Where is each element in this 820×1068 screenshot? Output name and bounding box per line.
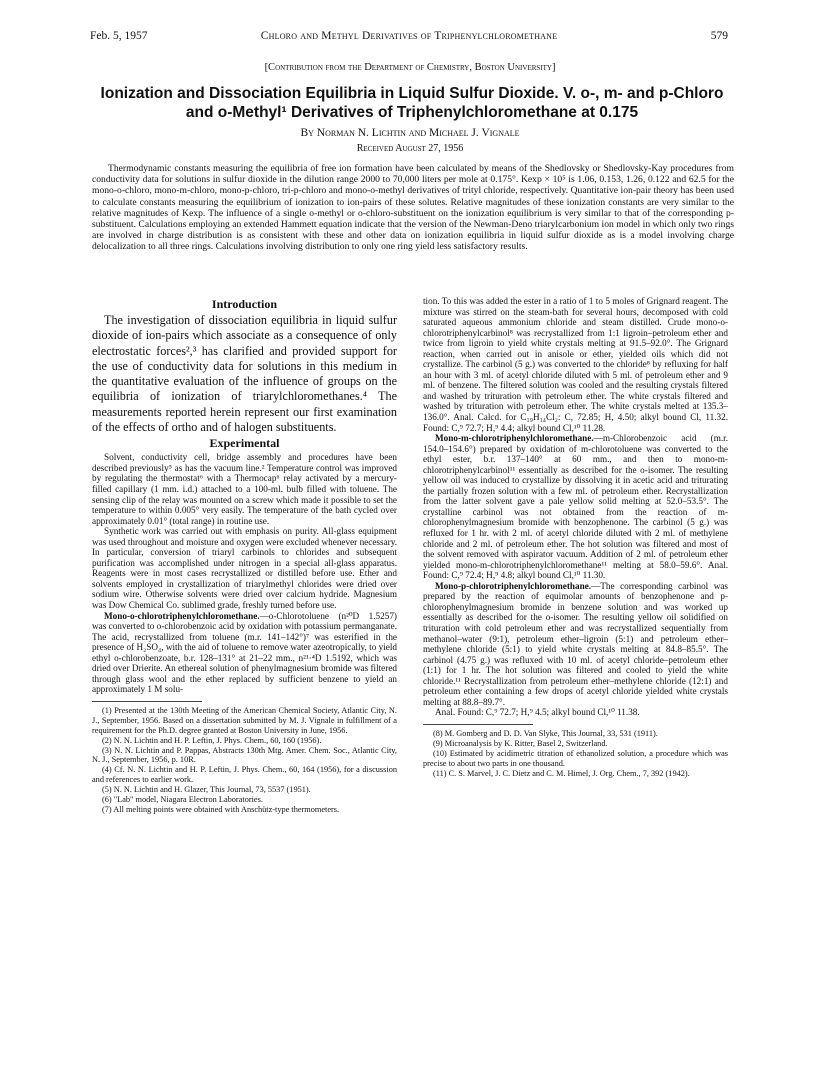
footnote-divider [423,724,533,725]
introduction-heading: Introduction [211,297,278,311]
compound-heading-para: Mono-p-chlorotriphenylchloromethane. [435,580,592,591]
analysis-line: Anal. Found: C,⁹ 72.7; H,⁹ 4.5; alkyl bound Cl,¹⁰ 11.38. [435,707,640,718]
compound-heading-ortho: Mono-o-chlorotriphenylchloromethane. [104,610,260,621]
experimental-paragraph-1: Solvent, conductivity cell, bridge assembly and procedures have been described previously⁵ as has the vacuum line.² Temperature control was improved by regulating the thermostat⁶ with a Thermocap⁶ relay activated by a mercury-filled capillary (1 mm. i.d.) attached to a 100-ml. bulb filled with toluene. The sensing clip of the relay was mounted on a screw which made it possible to set the temperature to within 0.005° very easily. The temperature of the bath cycled over approximately 0.01° (total range) in routine use. [92,452,397,526]
compound-text-ortho: —o-Chlorotoluene (n²⁰D 1.5257) was converted to o-chlorobenzoic acid by oxidation with potassium permanganate. The acid, recrystallized from toluene (m.r. 141–142°)⁷ was esterified in the presence of H₂SO₄, with the aid of toluene to remove water azeotropically, to yield ethyl o-chlorobenzoate, b.r. 128–131° at 21–22 mm., n²¹·⁴D 1.5192, which was dried over Drierite. An ethereal solution of phenylmagnesium bromide was filtered through glass wool and the ether replaced by sufficient benzene to yield an approximately 1 M solu- [92,610,397,695]
footnote: (5) N. N. Lichtin and H. Glazer, This Journal, 73, 5537 (1951). [102,785,311,795]
introduction-paragraph: The investigation of dissociation equilibria in liquid sulfur dioxide of ion-pairs which associate as a consequence of only electrostatic forces²,³ has clarified and provided support for the use of conductivity data for solutions in this medium in the quantitative evaluation of the influence of groups on the equilibria of ionization of triarylchloromethanes.⁴ The measurements reported herein represent our first examination of the effects of ortho and of halogen substituents. [92,313,397,435]
footnotes-right [423,729,728,779]
experimental-paragraph-2: Synthetic work was carried out with emphasis on purity. All-glass equipment was used throughout and moisture and oxygen were excluded whenever necessary. In particular, conversion of triaryl carbinols to chlorides and subsequent purification was accomplished under nitrogen in a special all-glass apparatus. Reagents were in most cases recrystallized or distilled before use. Ether and solvents employed in crystallization of triarylmethyl chlorides were dried over sodium wire. Otherwise solvents were dried over calcium hydride. Magnesium was Dow Chemical Co. sublimed grade, freshly turned before use. [92,526,397,611]
received-date: Received August 27, 1956 [356,143,464,154]
footnote: (2) N. N. Lichtin and H. P. Leftin, J. Phys. Chem., 60, 160 (1956). [102,735,322,745]
page-number: 579 [710,30,728,42]
compound-text-para: —The corresponding carbinol was prepared by the reaction of equimolar amounts of benzophenone and p-chlorophenylmagnesium bromide in benzene solution and was worked up essentially as described for the o-isomer. The resulting yellow oil solidified on trituration with cold petroleum ether and was recrystallized sequentially from methanol–water (9:1), petroleum ether–ligroin (5:1) and petroleum ether–methylene chloride (5:1) to yield white crystals melting at 84.8–85.5°. The carbinol (4.75 g.) was refluxed with 10 ml. of acetyl chloride–petroleum ether (1:1) for 1 hr. The hot solution was filtered and cooled to yield the white chloride.¹¹ Recrystallization from petroleum ether–methylene chloride (12:1) and petroleum ether containing a few drops of acetyl chloride yielded white crystals melting at 88.8–89.7°. [423,580,728,707]
header-date: Feb. 5, 1957 [90,30,148,42]
article-title: Ionization and Dissociation Equilibria in Liquid Sulfur Dioxide. V. o-, m- and p-Chloro and o-Methyl¹ Derivatives of Triphenylchloromethane at 0.175 [100,85,724,121]
compound-text-meta: —m-Chlorobenzoic acid (m.r. 154.0–154.6°) prepared by oxidation of m-chlorotoluene was converted to the ethyl ester, b.r. 137–140° at 60 mm., and then to mono-m-chlorotriphenylcarbinol¹¹ essentially as described for the o-isomer. The resulting yellow oil was induced to crystallize by dissolving it in acetic acid and triturating the partially frozen solution with a few ml. of petroleum ether. Recrystallization from the latter solvent gave a pale yellow solid melting at 52.0–53.5°. The crystalline carbinol was not obtained from the reaction of m-chlorophenylmagnesium bromide with benzophenone. The carbinol (5 g.) was refluxed for 1 hr. with 2 ml. of acetyl chloride diluted with 2 ml. of methylene chloride and 2 ml. of petroleum ether. The hot solution was filtered and most of the solvent removed with aspirator vacuum. Addition of 2 ml. of petroleum ether yielded mono-m-chlorotriphenylchloromethane¹¹ melting at 58.0–59.6°. Anal. Found: C,⁹ 72.4; H,⁹ 4.8; alkyl bound Cl,¹⁰ 11.30. [423,433,728,581]
experimental-paragraph-3 [92,611,397,695]
right-column [423,296,728,778]
experimental-heading: Experimental [209,436,280,451]
meta-chloro-paragraph [423,433,728,581]
para-chloro-paragraph [423,581,728,708]
footnotes-left [92,706,397,815]
left-column [92,296,397,815]
header-title: Chloro and Methyl Derivatives of Triphenylchloromethane [260,30,558,42]
footnote: (1) Presented at the 130th Meeting of the American Chemical Society, Atlantic City, N. J., September, 1956. Based on a dissertation submitted by M. J. Vignale in fulfillment of a requirement for the Ph.D. degree granted at Boston University in June, 1956. [92,705,397,735]
footnote: (9) Microanalysis by K. Ritter, Basel 2, Switzerland. [433,738,608,748]
continued-paragraph: tion. To this was added the ester in a ratio of 1 to 5 moles of Grignard reagent. The mixture was stirred on the steam-bath for several hours, decomposed with cold saturated aqueous ammonium chloride and steam distilled. Crude mono-o-chlorotriphenylcarbinol⁸ was recrystallized from 1:1 ligroin–petroleum ether and twice from ligroin to yield white crystals melting at 91.5–92.0°. The Grignard reaction, when carried out in anisole or ether, yielded oils which did not crystallize. The carbinol (5 g.) was converted to the chloride⁸ by refluxing for half an hour with 3 ml. of acetyl chloride diluted with 5 ml. of petroleum ether and 9 ml. of benzene. The filtered solution was cooled and the resulting crystals filtered and washed by trituration with petroleum ether. The white crystals filtered and washed by trituration with petroleum ether. The white crystals melted at 135.3–136.0°. Anal. Calcd. for C₁₉H₁₄Cl₂: C, 72.85; H, 4.50; alkyl bound Cl, 11.32. Found: C,⁹ 72.7; H,⁹ 4.4; alkyl bound Cl,¹⁰ 11.28. [423,296,728,433]
author-line: By Norman N. Lichtin and Michael J. Vignale [300,127,520,139]
running-header [90,30,728,48]
footnote-divider [92,701,202,702]
footnote: (3) N. N. Lichtin and P. Pappas, Abstracts 130th Mtg. Amer. Chem. Soc., Atlantic City, N. J., September, 1956, p. 10R. [92,745,397,765]
footnote: (11) C. S. Marvel, J. C. Dietz and C. M. Himel, J. Org. Chem., 7, 392 (1942). [433,768,690,778]
footnote: (4) Cf. N. N. Lichtin and H. P. Leftin, J. Phys. Chem., 60, 164 (1956), for a discussion and references to earlier work. [92,765,397,785]
footnote: (8) M. Gomberg and D. D. Van Slyke, This Journal, 33, 531 (1911). [433,728,658,738]
footnote: (10) Estimated by acidimetric titration of ethanolized solution, a procedure which was precise to about two parts in one thousand. [423,748,728,768]
contribution-line: [Contribution from the Department of Chemistry, Boston University] [264,62,556,73]
compound-heading-meta: Mono-m-chlorotriphenylchloromethane. [435,433,594,444]
abstract: Thermodynamic constants measuring the equilibria of free ion formation have been calculated by means of the Shedlovsky or Shedlovsky-Kay procedures from conductivity data for solutions in sulfur dioxide in the dilution range 2000 to 70,000 liters per mole at 0.175°. Kexp × 10⁵ is 1.06, 0.153, 1.26, 0.122 and 62.5 for the mono-o-chloro, mono-m-chloro, mono-p-chloro, tri-p-chloro and mono-o-methyl derivatives of trityl chloride, respectively. Quantitative ion-pair theory has been used to calculate constants measuring the equilibrium of ionization to ion-pairs of these solutes. Relative magnitudes of these ionization constants are very similar to the relative magnitudes of Kexp. The influence of a single o-methyl or o-chloro-substituent on the ionization equilibrium is very similar to that of the corresponding p-substituent. Calculations employing an extended Hammett equation indicate that the version of the Newman-Deno triarylcarbonium ion model in which only two rings are involved in charge distribution is as consistent with these and other data on ionization equilibria in liquid sulfur dioxide as is a model involving charge delocalization to all three rings. Calculations involving distribution to only one ring yield less satisfactory results. [92,163,734,253]
footnote: (6) "Lab" model, Niagara Electron Laboratories. [102,795,263,805]
footnote: (7) All melting points were obtained with Anschütz-type thermometers. [102,805,340,815]
